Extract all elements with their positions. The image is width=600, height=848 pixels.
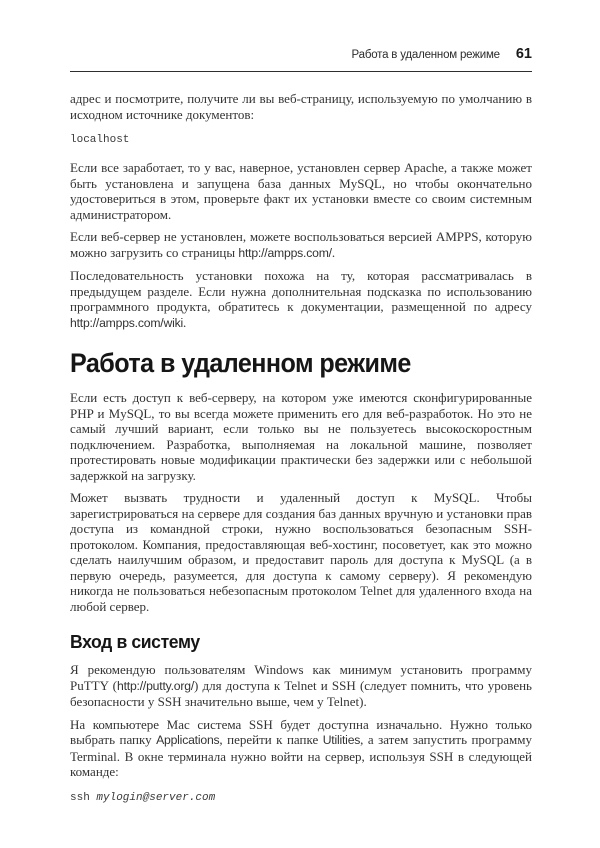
inline-sans-text: Applications xyxy=(156,733,220,747)
code-line-localhost xyxy=(70,134,532,146)
paragraph-install-sequence xyxy=(70,268,532,331)
paragraph-apache xyxy=(70,160,532,222)
inline-text: localhost xyxy=(70,134,130,146)
inline-text: , а затем запустить программу Terminal. В окне терминала нужно войти на сервер, используя SSH в следующей команде: xyxy=(70,732,532,779)
inline-text: ) для доступа к Telnet и SSH (следует помнить, что уровень безопасности у SSH значительно выше, чем у Telnet). xyxy=(70,677,532,709)
inline-text: Может вызвать трудности и удаленный доступ к MySQL. Чтобы зарегистрироваться на сервере для создания баз данных вручную и установки прав доступа из командной строки, нужно воспользоваться безопасным SSH-протоколом. Компания, предоставляющая веб-хостинг, посоветует, как это можно сделать наилучшим образом, и предоставит пароль для доступа к MySQL (а в первую очередь, разумеется, для доступа к самому серверу). Я рекомендую никогда не пользоваться небезопасным протоколом Telnet для удаленного входа на любой сервер. xyxy=(70,490,532,614)
page-content xyxy=(70,0,532,818)
inline-text: Если есть доступ к веб-серверу, на котором уже имеются сконфигурированные PHP и MySQL, то вы всегда можете применить его для веб-разработок. Но это не самый лучший вариант, если только вы не пользуетесь высокоскоростным подключением. Разработка, выполняемая на локальной машине, позволяет протестировать новые модификации практически без задержки или с небольшой задержкой на загрузку. xyxy=(70,390,532,483)
inline-sans-text: http://putty.org/ xyxy=(117,678,195,693)
inline-text: Если веб-сервер не установлен, можете воспользоваться версией AMPPS, которую можно загрузить со страницы xyxy=(70,229,532,260)
paragraph-putty xyxy=(70,662,532,710)
paragraph-ampps xyxy=(70,229,532,261)
code-line-ssh-command xyxy=(70,792,532,804)
running-header-title: Работа в удаленном режиме xyxy=(351,49,500,61)
subsection-heading-login: Вход в систему xyxy=(70,631,200,652)
inline-text: Последовательность установки похожа на ту, которая рассматривалась в предыдущем разделе. Если нужна дополнительная подсказка по использованию программного продукта, обратитесь к документации, размещенной по адресу xyxy=(70,268,532,314)
inline-sans-text: Utilities xyxy=(322,733,361,747)
section-heading-remote-work: Работа в удаленном режиме xyxy=(70,348,411,378)
paragraph-mac-ssh xyxy=(70,717,532,780)
paragraph-intro xyxy=(70,91,532,122)
inline-italic-text: mylogin@server.com xyxy=(96,791,216,804)
inline-text: На компьютере Mac система SSH будет доступна изначально. Нужно только выбрать папку xyxy=(70,716,532,747)
inline-text: . xyxy=(331,244,336,260)
inline-text: Если все заработает, то у вас, наверное, установлен сервер Apache, а также может быть установлена и запущена база данных MySQL, но чтобы окончательно удостовериться в этом, проверьте факт их установки вместе со своим системным администратором. xyxy=(70,160,532,222)
inline-sans-text: http://ampps.com/ xyxy=(238,245,332,260)
inline-text: . xyxy=(182,314,187,330)
running-header xyxy=(70,0,532,72)
inline-text: Я рекомендую пользователям Windows как минимум установить программу PuTTY ( xyxy=(70,662,532,693)
paragraph-remote-intro xyxy=(70,390,532,483)
inline-sans-text: http://ampps.com/wiki xyxy=(70,315,183,330)
inline-text: адрес и посмотрите, получите ли вы веб-страницу, используемую по умолчанию в исходном источнике документов: xyxy=(70,91,532,122)
paragraph-remote-mysql xyxy=(70,490,532,614)
inline-text: , перейти к папке xyxy=(219,732,323,747)
page-number: 61 xyxy=(515,46,532,62)
inline-text: ssh xyxy=(70,791,97,804)
